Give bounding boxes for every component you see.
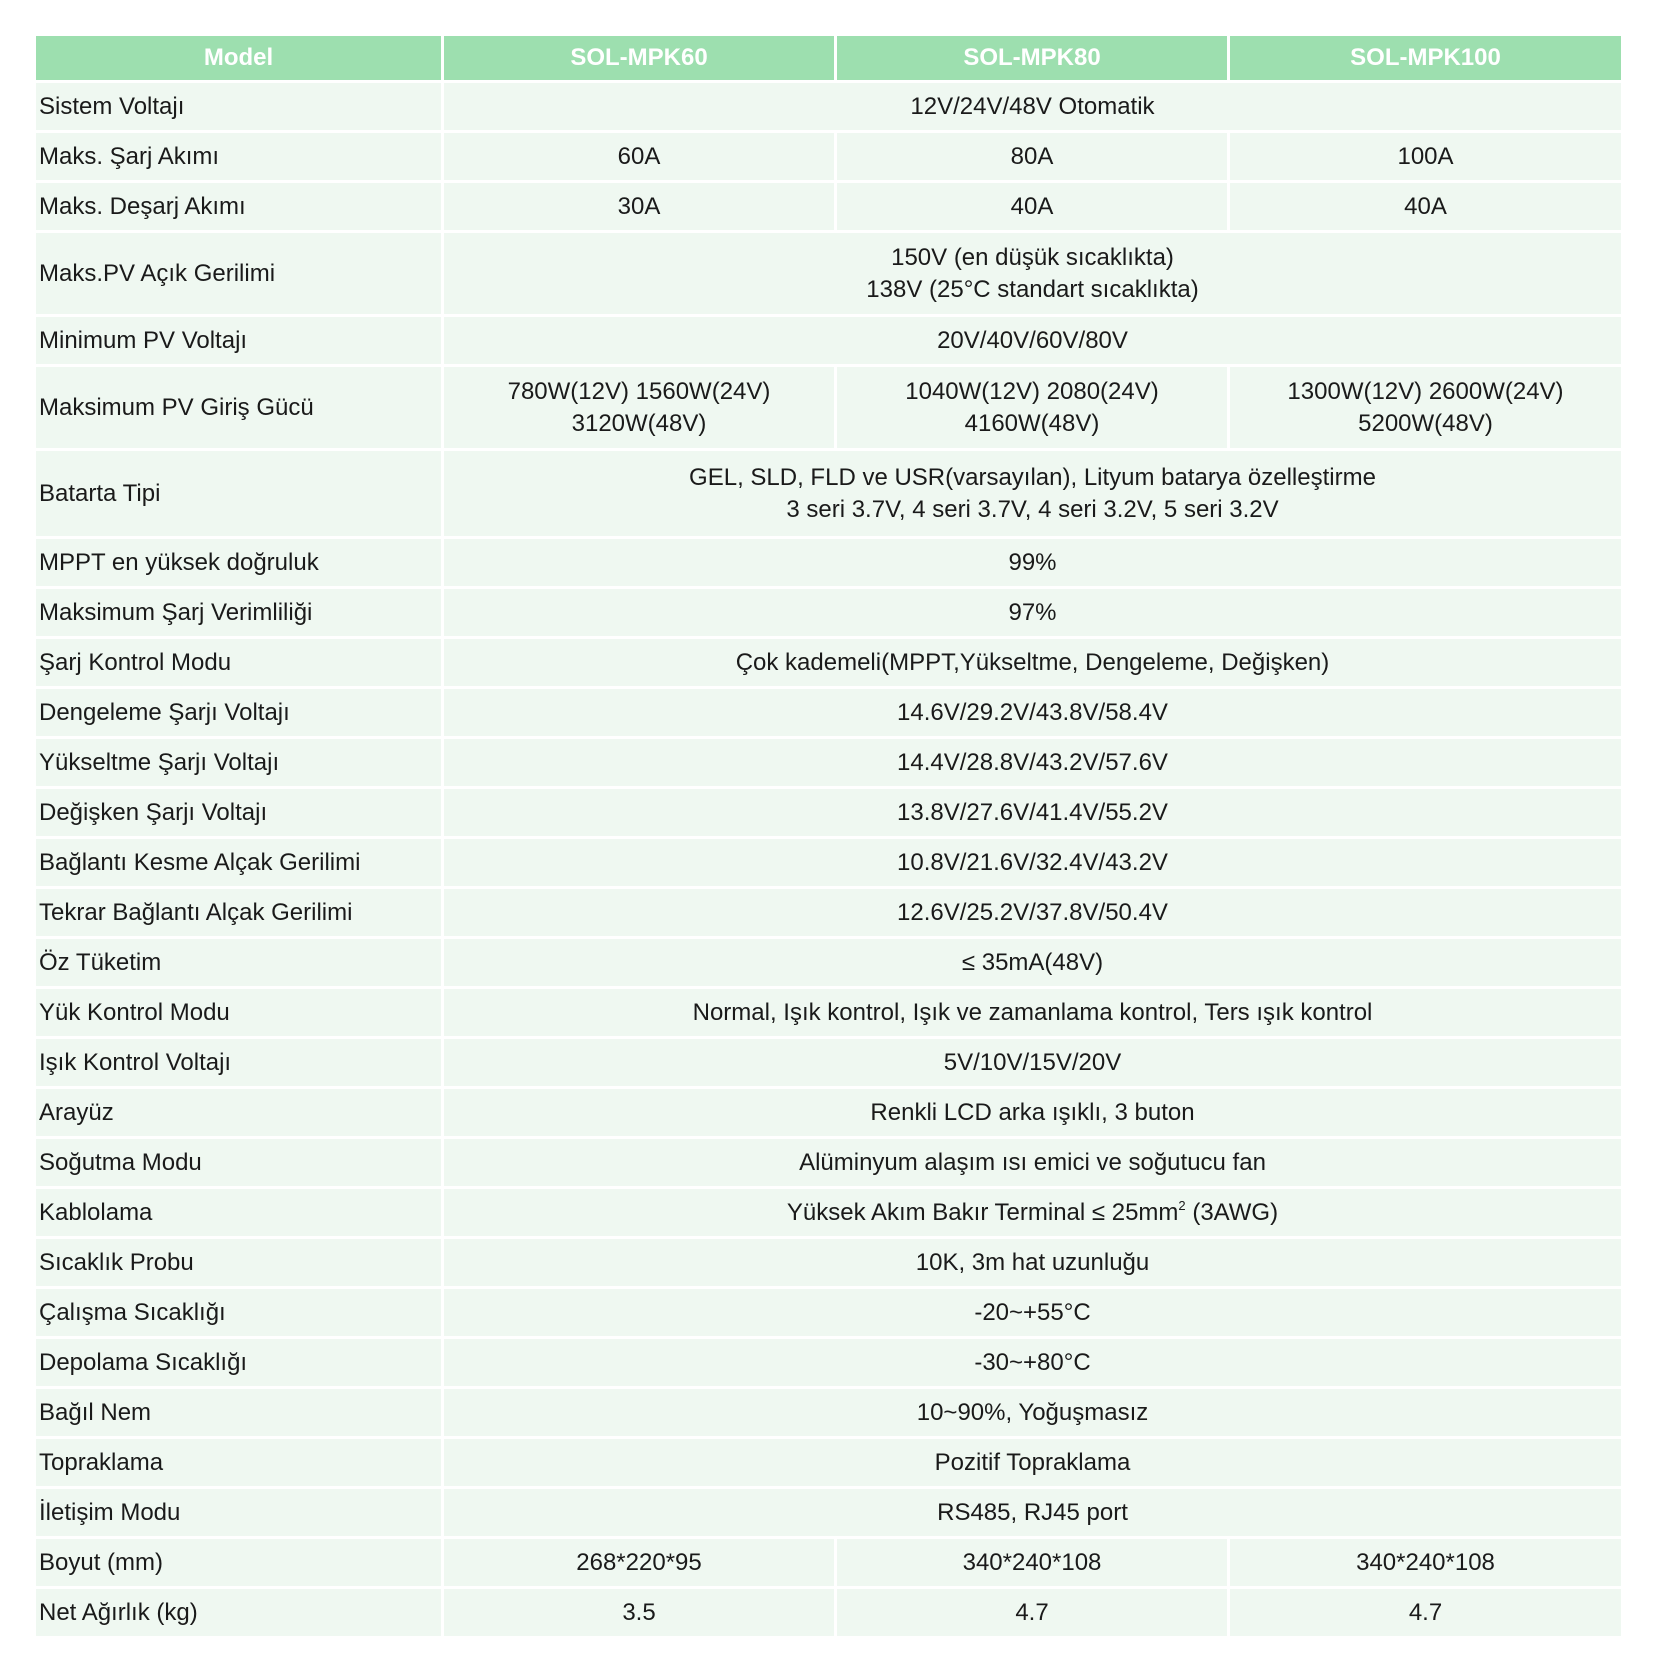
row-value: Çok kademeli(MPPT,Yükseltme, Dengeleme, Değişken) (443, 638, 1623, 688)
row-label: Şarj Kontrol Modu (35, 638, 443, 688)
row-float-voltage (35, 788, 1623, 838)
row-label: Öz Tüketim (35, 938, 443, 988)
row-max-charge-current (35, 132, 1623, 182)
row-label: Maks. Deşarj Akımı (35, 182, 443, 232)
row-value-mpk80: 40A (836, 182, 1229, 232)
row-value: 10~90%, Yoğuşmasız (443, 1388, 1623, 1438)
row-label: Soğutma Modu (35, 1138, 443, 1188)
row-value: 12.6V/25.2V/37.8V/50.4V (443, 888, 1623, 938)
row-low-voltage-disconnect (35, 838, 1623, 888)
row-max-discharge-current (35, 182, 1623, 232)
row-label: Batarta Tipi (35, 450, 443, 538)
row-label: Topraklama (35, 1438, 443, 1488)
row-value: 5V/10V/15V/20V (443, 1038, 1623, 1088)
row-max-charge-efficiency (35, 588, 1623, 638)
row-value-mpk100: 340*240*108 (1229, 1538, 1623, 1588)
row-interface (35, 1088, 1623, 1138)
header-row (35, 35, 1623, 82)
row-label: Net Ağırlık (kg) (35, 1588, 443, 1638)
spec-table (33, 33, 1624, 1639)
row-max-pv-open-voltage (35, 232, 1623, 316)
row-label: Çalışma Sıcaklığı (35, 1288, 443, 1338)
row-max-pv-input-power (35, 366, 1623, 450)
row-label: Bağıl Nem (35, 1388, 443, 1438)
row-temperature-probe (35, 1238, 1623, 1288)
value-text: (3AWG) (1185, 1198, 1279, 1226)
row-label: Arayüz (35, 1088, 443, 1138)
row-value: 10.8V/21.6V/32.4V/43.2V (443, 838, 1623, 888)
row-battery-type (35, 450, 1623, 538)
row-low-voltage-reconnect (35, 888, 1623, 938)
row-load-control-mode (35, 988, 1623, 1038)
value-line: GEL, SLD, FLD ve USR(varsayılan), Lityum batarya özelleştirme (689, 463, 1376, 491)
row-label: Işık Kontrol Voltajı (35, 1038, 443, 1088)
value-line: 3 seri 3.7V, 4 seri 3.7V, 4 seri 3.2V, 5 seri 3.2V (786, 495, 1279, 523)
row-value: 12V/24V/48V Otomatik (443, 82, 1623, 132)
row-value: -20~+55°C (443, 1288, 1623, 1338)
header-sol-mpk100: SOL-MPK100 (1229, 35, 1623, 82)
row-label: Minimum PV Voltajı (35, 316, 443, 366)
row-net-weight (35, 1588, 1623, 1638)
row-label: Maks.PV Açık Gerilimi (35, 232, 443, 316)
row-label: Sıcaklık Probu (35, 1238, 443, 1288)
row-label: Maksimum PV Giriş Gücü (35, 366, 443, 450)
row-wiring (35, 1188, 1623, 1238)
row-value-mpk80: 4.7 (836, 1588, 1229, 1638)
row-value-mpk60: 268*220*95 (443, 1538, 836, 1588)
row-label: Sistem Voltajı (35, 82, 443, 132)
row-system-voltage (35, 82, 1623, 132)
row-grounding (35, 1438, 1623, 1488)
row-value-mpk100: 4.7 (1229, 1588, 1623, 1638)
row-label: Maks. Şarj Akımı (35, 132, 443, 182)
row-self-consumption (35, 938, 1623, 988)
row-relative-humidity (35, 1388, 1623, 1438)
row-light-control-voltage (35, 1038, 1623, 1088)
row-label: İletişim Modu (35, 1488, 443, 1538)
row-communication-mode (35, 1488, 1623, 1538)
row-value-mpk100: 100A (1229, 132, 1623, 182)
row-value: ≤ 35mA(48V) (443, 938, 1623, 988)
row-value (443, 232, 1623, 316)
row-value-mpk100 (1229, 366, 1623, 450)
row-dimensions (35, 1538, 1623, 1588)
row-mppt-accuracy (35, 538, 1623, 588)
row-value: 99% (443, 538, 1623, 588)
row-min-pv-voltage (35, 316, 1623, 366)
row-value-mpk80 (836, 366, 1229, 450)
row-value (443, 450, 1623, 538)
header-sol-mpk80: SOL-MPK80 (836, 35, 1229, 82)
row-value-mpk60: 60A (443, 132, 836, 182)
value-line: 150V (en düşük sıcaklıkta) (891, 243, 1174, 271)
header-sol-mpk60: SOL-MPK60 (443, 35, 836, 82)
row-value-mpk60: 30A (443, 182, 836, 232)
row-value-mpk60 (443, 366, 836, 450)
row-label: Yükseltme Şarjı Voltajı (35, 738, 443, 788)
row-label: Yük Kontrol Modu (35, 988, 443, 1038)
row-operating-temperature (35, 1288, 1623, 1338)
row-value-mpk100: 40A (1229, 182, 1623, 232)
row-label: Bağlantı Kesme Alçak Gerilimi (35, 838, 443, 888)
row-label: Depolama Sıcaklığı (35, 1338, 443, 1388)
row-value: Normal, Işık kontrol, Işık ve zamanlama kontrol, Ters ışık kontrol (443, 988, 1623, 1038)
value-line: 780W(12V) 1560W(24V) (507, 377, 771, 405)
value-line: 3120W(48V) (571, 409, 707, 437)
row-value: -30~+80°C (443, 1338, 1623, 1388)
row-label: Maksimum Şarj Verimliliği (35, 588, 443, 638)
value-superscript: 2 (1178, 1197, 1186, 1213)
value-line: 1300W(12V) 2600W(24V) (1287, 377, 1564, 405)
row-value: RS485, RJ45 port (443, 1488, 1623, 1538)
row-value: Alüminyum alaşım ısı emici ve soğutucu fan (443, 1138, 1623, 1188)
row-value: 20V/40V/60V/80V (443, 316, 1623, 366)
row-label: Kablolama (35, 1188, 443, 1238)
row-boost-voltage (35, 738, 1623, 788)
row-value: 14.4V/28.8V/43.2V/57.6V (443, 738, 1623, 788)
row-equalize-voltage (35, 688, 1623, 738)
row-value: 10K, 3m hat uzunluğu (443, 1238, 1623, 1288)
row-value: Pozitif Topraklama (443, 1438, 1623, 1488)
row-label: Tekrar Bağlantı Alçak Gerilimi (35, 888, 443, 938)
row-value-mpk60: 3.5 (443, 1588, 836, 1638)
header-model: Model (35, 35, 443, 82)
value-line: 1040W(12V) 2080(24V) (905, 377, 1159, 405)
row-cooling-mode (35, 1138, 1623, 1188)
row-value-mpk80: 340*240*108 (836, 1538, 1229, 1588)
row-value: 14.6V/29.2V/43.8V/58.4V (443, 688, 1623, 738)
row-value: 13.8V/27.6V/41.4V/55.2V (443, 788, 1623, 838)
row-value: Renkli LCD arka ışıklı, 3 buton (443, 1088, 1623, 1138)
row-storage-temperature (35, 1338, 1623, 1388)
row-charge-control-mode (35, 638, 1623, 688)
row-label: Değişken Şarjı Voltajı (35, 788, 443, 838)
row-label: Boyut (mm) (35, 1538, 443, 1588)
row-label: MPPT en yüksek doğruluk (35, 538, 443, 588)
value-text: Yüksek Akım Bakır Terminal ≤ 25mm (786, 1198, 1179, 1226)
value-line: 4160W(48V) (964, 409, 1100, 437)
value-line: 138V (25°C standart sıcaklıkta) (866, 275, 1199, 303)
row-value: 97% (443, 588, 1623, 638)
value-line: 5200W(48V) (1358, 409, 1493, 437)
row-value (443, 1188, 1623, 1238)
row-label: Dengeleme Şarjı Voltajı (35, 688, 443, 738)
row-value-mpk80: 80A (836, 132, 1229, 182)
